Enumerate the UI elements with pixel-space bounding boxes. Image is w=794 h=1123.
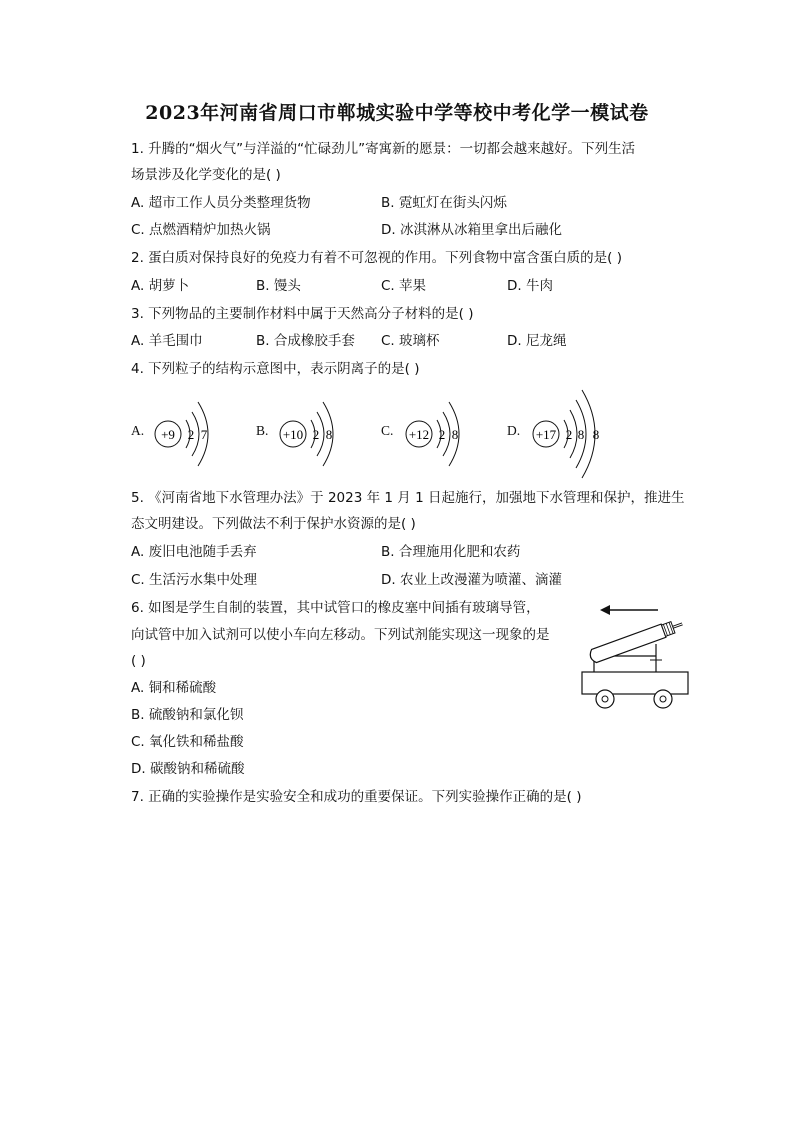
shell-electron-count: 8 — [325, 427, 333, 442]
q4-atom-b-diagram — [273, 396, 353, 472]
shell-electron-count: 7 — [200, 427, 208, 442]
q3-option-a: A. 羊毛围巾 — [131, 333, 203, 349]
q4-option-d-letter: D. — [507, 423, 521, 438]
q2-option-a: A. 胡萝卜 — [131, 278, 190, 294]
test-tube-body — [588, 624, 666, 664]
q5-option-a: A. 废旧电池随手丢弃 — [131, 544, 257, 560]
nucleus-charge: +12 — [408, 427, 430, 442]
q5-option-b: B. 合理施用化肥和农药 — [381, 544, 521, 560]
q4-stem: 4. 下列粒子的结构示意图中，表示阴离子的是( ) — [131, 361, 420, 377]
q2-stem: 2. 蛋白质对保持良好的免疫力有着不可忽视的作用。下列食物中富含蛋白质的是( ) — [131, 250, 622, 266]
cart-body — [582, 672, 688, 694]
q6-option-c: C. 氧化铁和稀盐酸 — [131, 734, 244, 750]
q4-option-a-letter: A. — [131, 423, 145, 438]
q1-option-b: B. 霓虹灯在街头闪烁 — [381, 195, 507, 211]
q5-option-d: D. 农业上改漫灌为喷灌、滴灌 — [381, 572, 562, 588]
shell-electron-count: 2 — [565, 427, 573, 442]
q2-option-d: D. 牛肉 — [507, 278, 553, 294]
q5-option-c: C. 生活污水集中处理 — [131, 572, 258, 588]
q1-option-d: D. 冰淇淋从冰箱里拿出后融化 — [381, 222, 562, 238]
q5-stem-line2: 态文明建设。下列做法不利于保护水资源的是( ) — [131, 516, 416, 532]
q3-option-d: D. 尼龙绳 — [507, 333, 567, 349]
nucleus-charge: +10 — [282, 427, 304, 442]
q4-option-c-letter: C. — [381, 423, 394, 438]
q5-stem-line1: 5. 《河南省地下水管理办法》于 2023 年 1 月 1 日起施行，加强地下水管理和保护，推进生 — [131, 490, 685, 506]
q6-option-d: D. 碳酸钠和稀硫酸 — [131, 761, 245, 777]
q1-stem-line1: 1. 升腾的“烟火气”与洋溢的“忙碌劲儿”寄寓新的愿景：一切都会越来越好。下列生活 — [131, 141, 636, 157]
q3-stem: 3. 下列物品的主要制作材料中属于天然高分子材料的是( ) — [131, 306, 474, 322]
test-tube — [588, 617, 684, 664]
nucleus-charge: +9 — [161, 427, 175, 442]
page-title: 2023年河南省周口市郸城实验中学等校中考化学一模试卷 — [145, 102, 649, 124]
q6-stem-line2: 向试管中加入试剂可以使小车向左移动。下列试剂能实现这一现象的是 — [131, 627, 550, 643]
q3-option-c: C. 玻璃杯 — [381, 333, 440, 349]
left-arrow-head — [600, 605, 610, 615]
q4-atom-d-diagram — [526, 388, 616, 480]
nucleus-charge: +17 — [535, 427, 557, 442]
q4-option-b-letter: B. — [256, 423, 269, 438]
q1-stem-line2: 场景涉及化学变化的是( ) — [131, 167, 281, 183]
cart-wheel — [654, 690, 672, 708]
shell-electron-count: 2 — [312, 427, 320, 442]
shell-electron-count: 2 — [187, 427, 195, 442]
q6-stem-line1: 6. 如图是学生自制的装置，其中试管口的橡皮塞中间插有玻璃导管， — [131, 600, 540, 616]
q1-option-c: C. 点燃酒精炉加热火锅 — [131, 222, 271, 238]
q6-option-b: B. 硫酸钠和氯化钡 — [131, 707, 244, 723]
q4-atom-c-diagram — [399, 396, 479, 472]
shell-electron-count: 8 — [451, 427, 459, 442]
shell-electron-count: 8 — [577, 427, 585, 442]
shell-electron-count: 8 — [592, 427, 600, 442]
q2-option-c: C. 苹果 — [381, 278, 427, 294]
q6-stem-line3: ( ) — [131, 653, 146, 669]
q2-option-b: B. 馒头 — [256, 278, 301, 294]
q6-option-a: A. 铜和稀硫酸 — [131, 680, 217, 696]
q1-option-a: A. 超市工作人员分类整理货物 — [131, 195, 311, 211]
q6-cart-diagram — [576, 600, 698, 714]
q4-atom-a-diagram — [148, 396, 228, 472]
shell-electron-count: 2 — [438, 427, 446, 442]
cart-wheel — [596, 690, 614, 708]
q7-stem: 7. 正确的实验操作是实验安全和成功的重要保证。下列实验操作正确的是( ) — [131, 789, 582, 805]
q3-option-b: B. 合成橡胶手套 — [256, 333, 355, 349]
